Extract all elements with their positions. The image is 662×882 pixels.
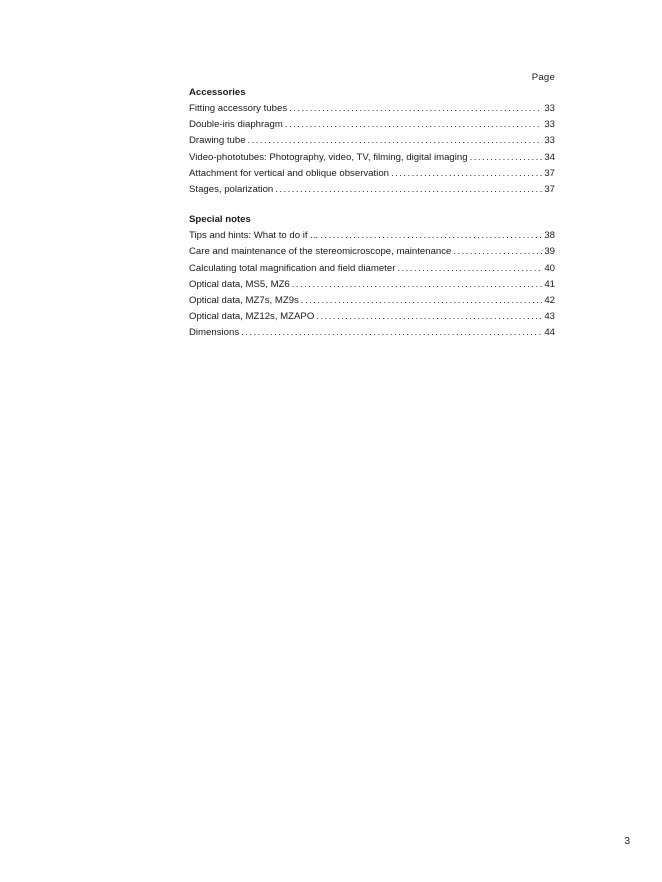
toc-entry[interactable]: [189, 309, 555, 325]
toc-entry[interactable]: [189, 228, 555, 244]
toc-entry-page: 44: [544, 327, 555, 339]
toc-entry-title: Optical data, MS5, MZ6: [189, 278, 290, 290]
toc-entry-title: Optical data, MZ7s, MZ9s: [189, 294, 299, 306]
toc-entry-page: 37: [544, 167, 555, 179]
toc-entry[interactable]: [189, 150, 555, 166]
toc-entry[interactable]: [189, 261, 555, 277]
toc-entry-page: 37: [544, 183, 555, 195]
toc-entry-title: Dimensions: [189, 327, 240, 339]
dot-leader: [275, 182, 542, 198]
toc-entry[interactable]: [189, 133, 555, 149]
dot-leader: [241, 325, 542, 341]
toc-entry[interactable]: [189, 182, 555, 198]
toc-entry[interactable]: [189, 244, 555, 260]
dot-leader: [316, 309, 542, 325]
section-spacer: [189, 198, 555, 212]
dot-leader: [470, 150, 543, 166]
toc-entry[interactable]: [189, 325, 555, 341]
toc-entry-title: Drawing tube: [189, 135, 246, 147]
dot-leader: [391, 166, 542, 182]
toc-entry-page: 34: [544, 151, 555, 163]
dot-leader: [289, 101, 542, 117]
toc-entry-title: Calculating total magnification and field diameter: [189, 262, 396, 274]
toc-entry-title: Double-iris diaphragm: [189, 119, 283, 131]
toc-entry-title: Care and maintenance of the stereomicroscope, maintenance: [189, 246, 452, 258]
toc-entry-title: Tips and hints: What to do if ...: [189, 230, 319, 242]
page-column-label: Page: [531, 72, 555, 83]
section-heading-special-notes: Special notes: [189, 214, 251, 226]
toc-entry-page: 41: [544, 278, 555, 290]
dot-leader: [453, 244, 542, 260]
dot-leader: [301, 293, 543, 309]
toc-entry[interactable]: [189, 293, 555, 309]
dot-leader: [248, 133, 543, 149]
toc-entry-title: Attachment for vertical and oblique observation: [189, 167, 389, 179]
toc-entry-page: 33: [544, 119, 555, 131]
toc-entry-page: 33: [544, 135, 555, 147]
toc-entry-title: Stages, polarization: [189, 183, 274, 195]
toc-entry[interactable]: [189, 101, 555, 117]
toc-entry-title: Video-phototubes: Photography, video, TV, filming, digital imaging: [189, 151, 468, 163]
toc-entry-page: 42: [544, 294, 555, 306]
toc-entry-page: 39: [544, 246, 555, 258]
dot-leader: [292, 277, 543, 293]
toc-entry[interactable]: [189, 117, 555, 133]
dot-leader: [320, 228, 542, 244]
toc-entry-title: Fitting accessory tubes: [189, 103, 288, 114]
table-of-contents: [189, 71, 555, 341]
dot-leader: [397, 261, 542, 277]
toc-entry[interactable]: [189, 166, 555, 182]
toc-entry-page: 43: [544, 311, 555, 323]
toc-entry-page: 38: [544, 230, 555, 242]
toc-entry-title: Optical data, MZ12s, MZAPO: [189, 311, 315, 323]
section-heading-accessories: Accessories: [189, 87, 246, 98]
dot-leader: [285, 117, 542, 133]
toc-entry-page: 40: [544, 262, 555, 274]
toc-entry-page: 33: [544, 103, 555, 114]
toc-entry[interactable]: [189, 277, 555, 293]
page-number: 3: [624, 836, 630, 847]
